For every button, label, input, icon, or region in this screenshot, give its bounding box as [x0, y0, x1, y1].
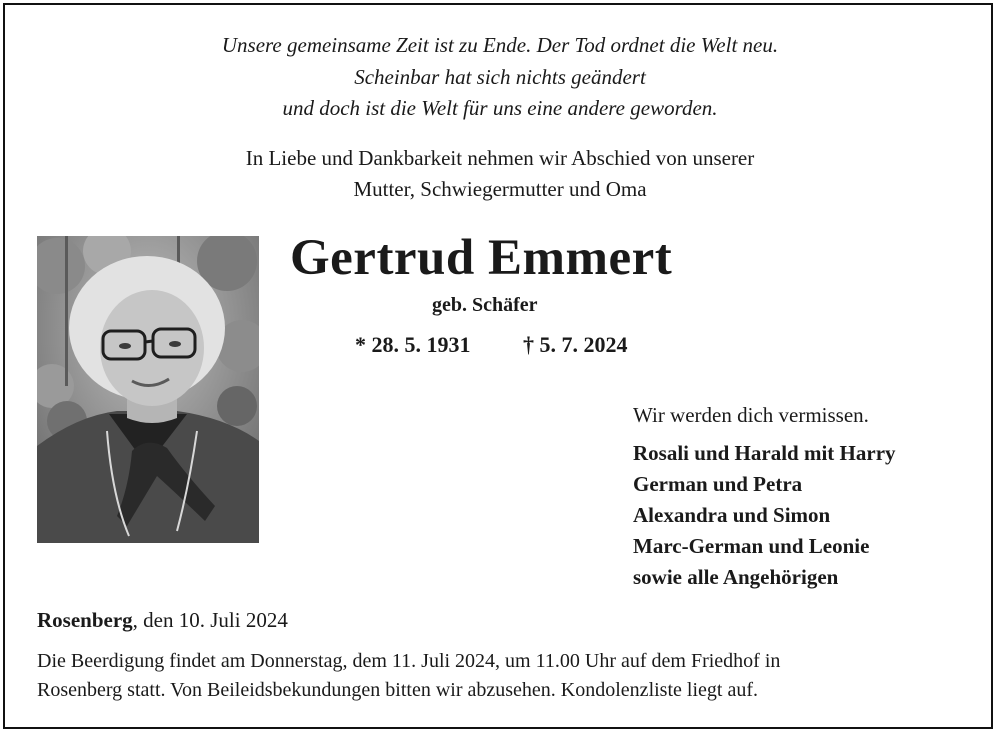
mourners-list: [633, 438, 896, 593]
birth-date: * 28. 5. 1931: [355, 332, 471, 357]
deceased-name: Gertrud Emmert: [290, 230, 673, 286]
place-date: [37, 605, 288, 635]
mourner-line: sowie alle Angehörigen: [633, 565, 839, 589]
death-date: † 5. 7. 2024: [523, 332, 628, 357]
funeral-notice: [37, 647, 977, 705]
poem-line: Unsere gemeinsame Zeit ist zu Ende. Der Tod ordnet die Welt neu.: [221, 33, 779, 57]
miss-line: Wir werden dich vermissen.: [633, 403, 869, 427]
mourner-line: Alexandra und Simon: [633, 503, 831, 527]
poem-line: Scheinbar hat sich nichts geändert: [354, 64, 646, 89]
mourner-line: Rosali und Harald mit Harry: [633, 441, 896, 465]
place-date-text: , den 10. Juli 2024: [132, 608, 288, 632]
funeral-line: Die Beerdigung findet am Donnerstag, dem 11. Juli 2024, um 11.00 Uhr auf dem Friedhof in: [37, 650, 781, 672]
intro-line: Mutter, Schwiegermutter und Oma: [353, 177, 647, 201]
mourner-line: Marc-German und Leonie: [633, 534, 870, 558]
funeral-line: Rosenberg statt. Von Beileidsbekundungen bitten wir abzusehen. Kondolenzliste liegt auf.: [37, 679, 758, 701]
portrait-photo: [37, 236, 259, 543]
place-town: Rosenberg: [37, 608, 133, 632]
poem: [0, 30, 1000, 125]
poem-line: und doch ist die Welt für uns eine andere geworden.: [282, 96, 718, 120]
intro-text: [0, 143, 1000, 205]
intro-line: In Liebe und Dankbarkeit nehmen wir Abschied von unserer: [245, 146, 755, 170]
maiden-name: geb. Schäfer: [432, 294, 538, 316]
mourner-line: German und Petra: [633, 472, 803, 496]
